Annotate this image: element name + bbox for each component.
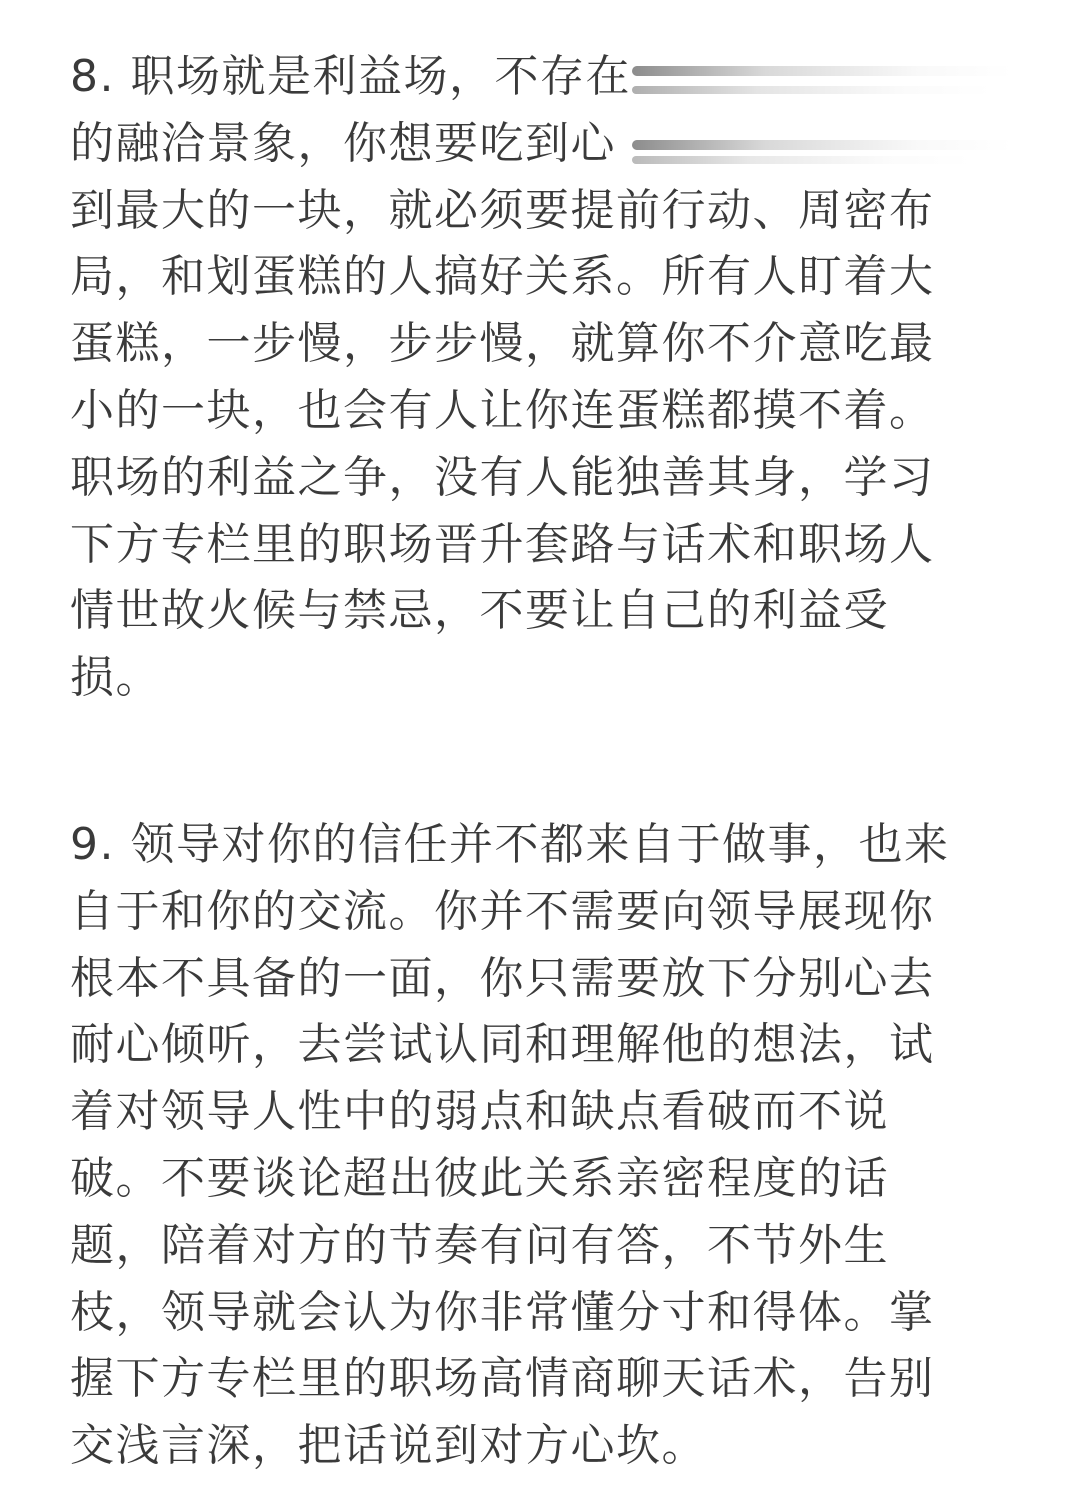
text-line: 根本不具备的一面，你只需要放下分别心去 <box>70 952 935 1004</box>
text-line: 耐心倾听，去尝试认同和理解他的想法，试 <box>70 1019 935 1071</box>
text-line: 的融洽景象，你想要吃到心 <box>70 117 616 169</box>
text-line: 情世故火候与禁忌，不要让自己的利益受 <box>70 585 889 637</box>
blur-streak <box>632 156 972 164</box>
text-line: 题，陪着对方的节奏有问有答，不节外生 <box>70 1219 889 1271</box>
blur-streak <box>632 140 1012 150</box>
text-line: 局，和划蛋糕的人搞好关系。所有人盯着大 <box>70 251 935 303</box>
text-line: 到最大的一块，就必须要提前行动、周密布 <box>70 184 935 236</box>
text-line: 握下方专栏里的职场高情商聊天话术，告别 <box>70 1353 935 1405</box>
text-line: 损。 <box>70 652 161 704</box>
text-line: 小的一块，也会有人让你连蛋糕都摸不着。 <box>70 384 935 436</box>
text-line: 蛋糕，一步慢，步步慢，就算你不介意吃最 <box>70 318 935 370</box>
paragraph-gap <box>70 712 990 812</box>
text-line: 破。不要谈论超出彼此关系亲密程度的话 <box>70 1152 889 1204</box>
text-line: 9. 领导对你的信任并不都来自于做事，也来 <box>70 818 950 870</box>
text-line: 自于和你的交流。你并不需要向领导展现你 <box>70 885 935 937</box>
text-line: 下方专栏里的职场晋升套路与话术和职场人 <box>70 518 935 570</box>
text-line: 职场的利益之争，没有人能独善其身，学习 <box>70 451 935 503</box>
text-line: 交浅言深，把话说到对方心坎。 <box>70 1420 707 1472</box>
blur-streak <box>632 86 992 94</box>
text-line: 着对领导人性中的弱点和缺点看破而不说 <box>70 1086 889 1138</box>
text-line: 8. 职场就是利益场，不存在 <box>70 51 631 102</box>
article-body <box>70 44 990 1480</box>
blur-streak <box>632 66 1012 76</box>
text-line: 枝，领导就会认为你非常懂分寸和得体。掌 <box>70 1286 935 1338</box>
paragraph-9 <box>70 812 990 1480</box>
